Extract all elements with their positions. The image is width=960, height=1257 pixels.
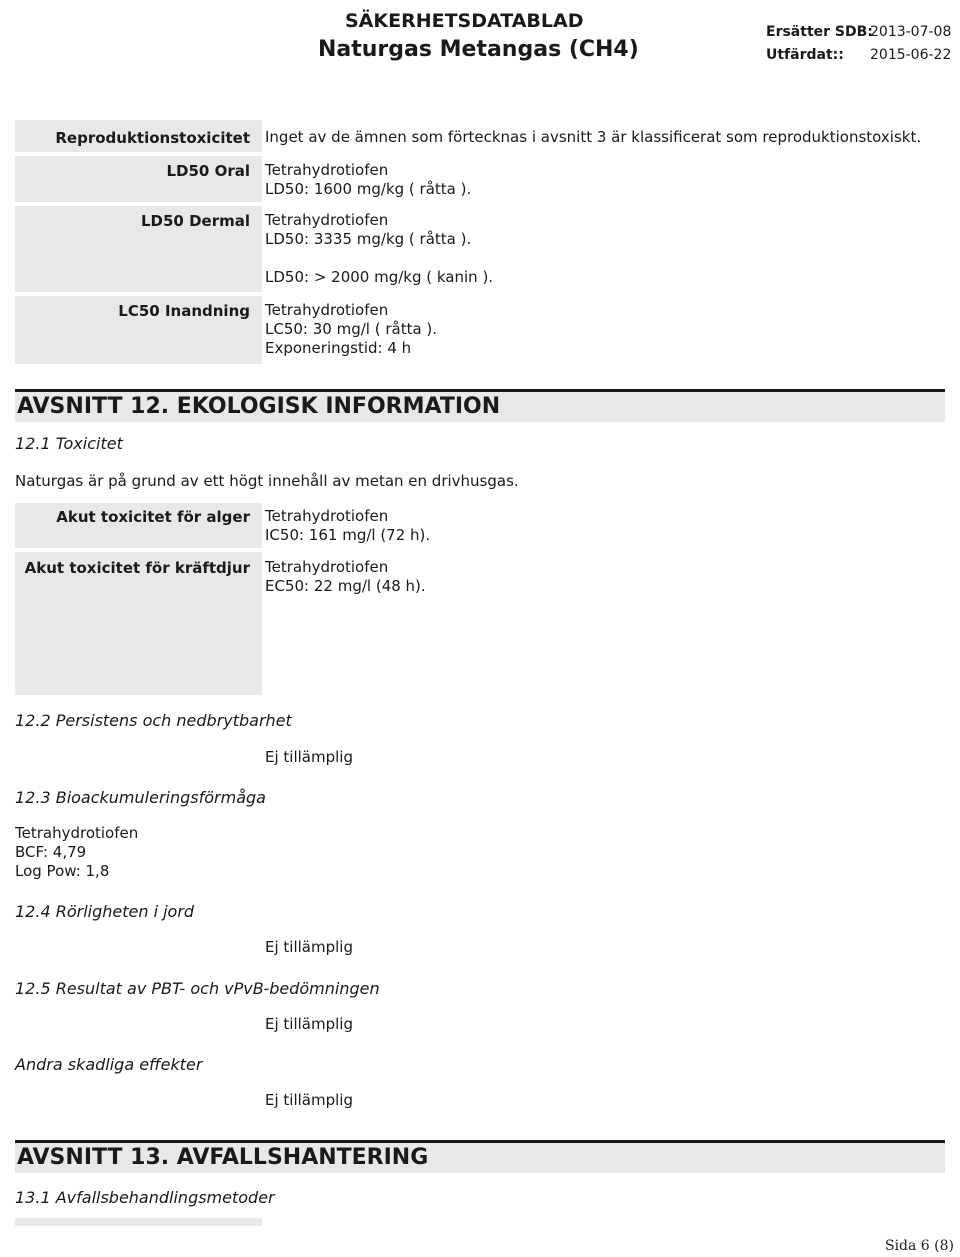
value-line: Tetrahydrotiofen <box>265 507 389 525</box>
value-line: Tetrahydrotiofen <box>265 301 389 319</box>
ld50-oral-label: LD50 Oral <box>166 162 250 180</box>
subsection-12-2-heading: 12.2 Persistens och nedbrytbarhet <box>15 711 292 730</box>
subsection-12-5-value: Ej tillämplig <box>265 1015 353 1033</box>
crustacean-toxicity-label: Akut toxicitet för kräftdjur <box>24 559 250 577</box>
section-13-title: AVSNITT 13. AVFALLSHANTERING <box>17 1145 429 1170</box>
ld50-dermal-label: LD50 Dermal <box>140 212 250 230</box>
row-divider <box>15 548 262 552</box>
section-12-title: AVSNITT 12. EKOLOGISK INFORMATION <box>17 394 501 419</box>
replaces-label: Ersätter SDB: <box>766 24 873 40</box>
section-12-header <box>15 389 945 422</box>
value-line: Tetrahydrotiofen <box>265 161 389 179</box>
algae-toxicity-label: Akut toxicitet för alger <box>56 508 250 526</box>
issued-label: Utfärdat:: <box>766 47 844 63</box>
row-divider <box>15 292 262 296</box>
subsection-12-4-heading: 12.4 Rörligheten i jord <box>15 902 195 921</box>
replaces-date: 2013-07-08 <box>870 24 952 40</box>
value-line: BCF: 4,79 <box>15 843 87 861</box>
subsection-12-1-heading: 12.1 Toxicitet <box>15 434 123 453</box>
issued-date: 2015-06-22 <box>870 47 952 63</box>
value-line: LC50: 30 mg/l ( råtta ). <box>265 320 438 338</box>
value-line: LD50: > 2000 mg/kg ( kanin ). <box>265 268 494 286</box>
ecotox-label-column <box>15 503 262 695</box>
page-number: Sida 6 (8) <box>884 1238 954 1254</box>
value-line: EC50: 22 mg/l (48 h). <box>265 577 426 595</box>
value-line: Inget av de ämnen som förtecknas i avsnitt 3 är klassificerat som reproduktionstoxiskt. <box>265 128 922 146</box>
ld50-oral-value <box>265 161 471 199</box>
product-name: Naturgas Metangas (CH4) <box>318 37 639 62</box>
value-line: LD50: 1600 mg/kg ( råtta ). <box>265 180 472 198</box>
subsection-13-1-heading: 13.1 Avfallsbehandlingsmetoder <box>15 1188 275 1207</box>
section-13-header <box>15 1140 945 1173</box>
waste-label-column <box>15 1218 262 1226</box>
value-line: Tetrahydrotiofen <box>15 824 139 842</box>
document-title: SÄKERHETSDATABLAD <box>345 10 584 32</box>
crustacean-toxicity-value <box>265 558 426 596</box>
subsection-12-3-heading: 12.3 Bioackumuleringsförmåga <box>15 788 266 807</box>
toxicology-label-column <box>15 120 262 364</box>
other-effects-heading: Andra skadliga effekter <box>15 1055 203 1074</box>
reproductive-toxicity-value <box>265 128 921 147</box>
other-effects-value: Ej tillämplig <box>265 1091 353 1109</box>
row-divider <box>15 202 262 206</box>
subsection-12-4-value: Ej tillämplig <box>265 938 353 956</box>
subsection-12-2-value: Ej tillämplig <box>265 748 353 766</box>
lc50-inhalation-value <box>265 301 437 358</box>
intro-text: Naturgas är på grund av ett högt innehåll av metan en drivhusgas. <box>15 472 519 490</box>
ld50-dermal-value <box>265 211 493 287</box>
subsection-12-3-value <box>15 824 138 881</box>
subsection-12-1-intro <box>15 472 519 491</box>
value-line: Tetrahydrotiofen <box>265 558 389 576</box>
value-line: IC50: 161 mg/l (72 h). <box>265 526 431 544</box>
value-line: Exponeringstid: 4 h <box>265 339 412 357</box>
subsection-12-5-heading: 12.5 Resultat av PBT- och vPvB-bedömningen <box>15 979 380 998</box>
value-line: Tetrahydrotiofen <box>265 211 389 229</box>
value-line <box>265 249 493 268</box>
lc50-inhalation-label: LC50 Inandning <box>118 302 250 320</box>
reproductive-toxicity-label: Reproduktionstoxicitet <box>55 129 250 147</box>
algae-toxicity-value <box>265 507 430 545</box>
value-line: LD50: 3335 mg/kg ( råtta ). <box>265 230 472 248</box>
value-line: Log Pow: 1,8 <box>15 862 110 880</box>
row-divider <box>15 152 262 156</box>
